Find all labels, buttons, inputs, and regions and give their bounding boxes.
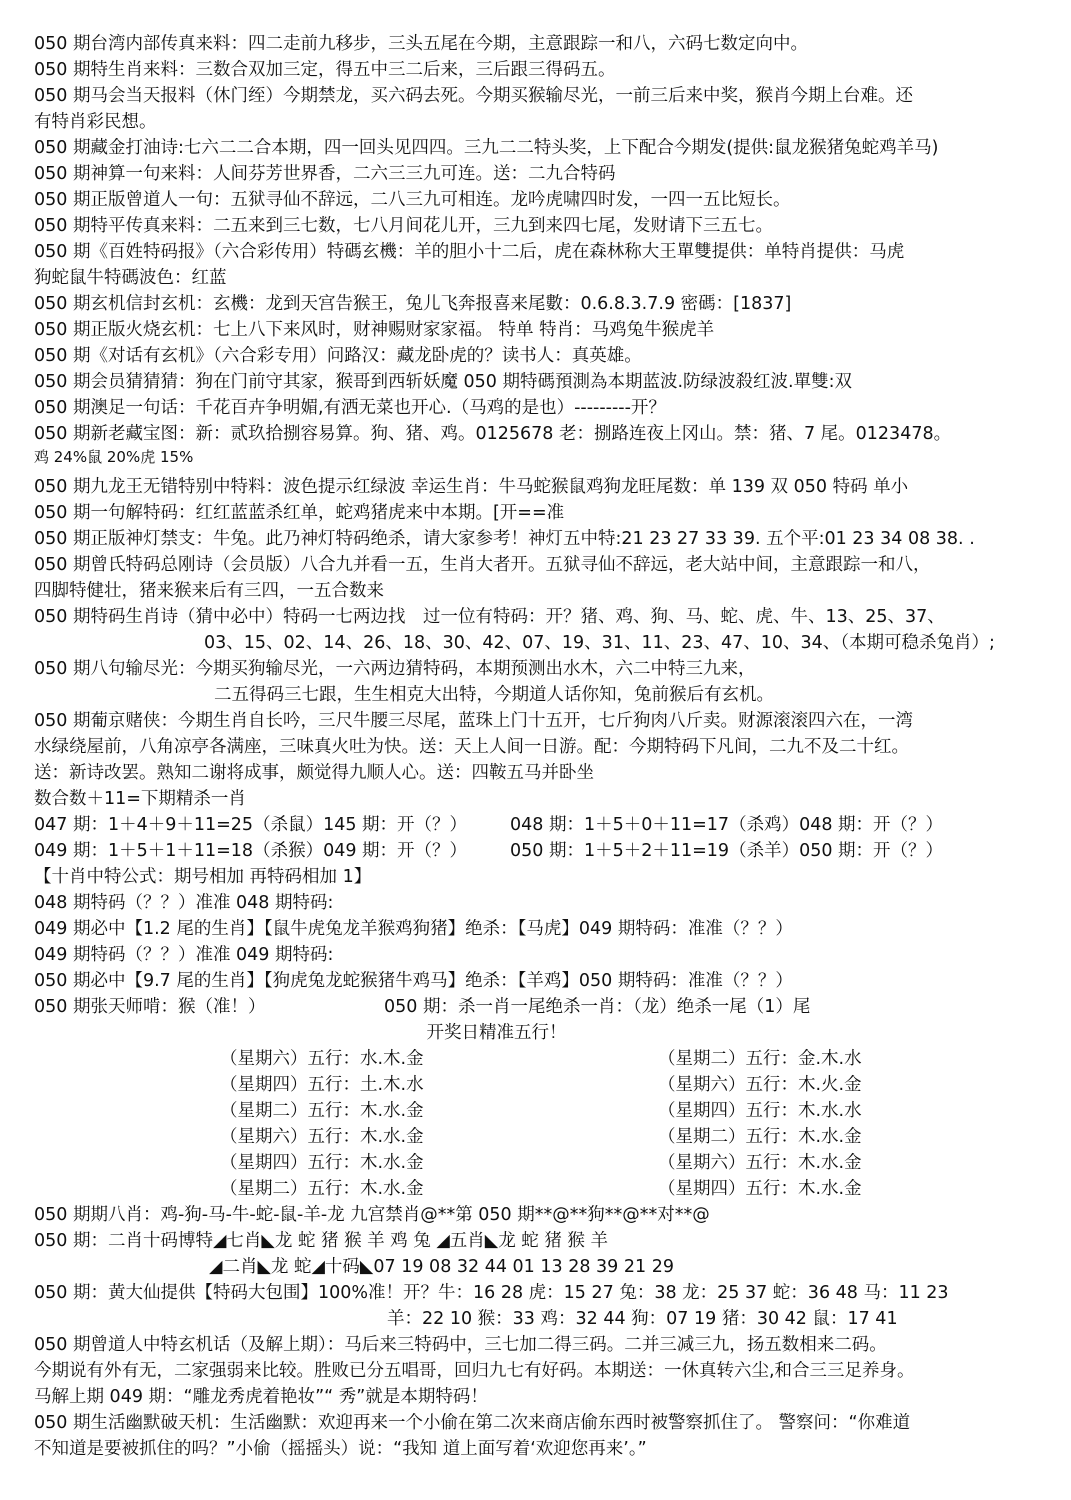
text-line: 050 期玄机信封玄机：玄機：龙到天宫告猴王，兔儿飞奔报喜来尾數：0.6.8.3.7.9 密碼：[1837] <box>34 294 792 314</box>
text-line: 050 期八句输尽光：今期买狗输尽光，一六两边猜特码，本期预测出水木，六二中特三九来， <box>34 659 756 679</box>
text-line: 050 期特平传真来料：二五来到三七数，七八月间花儿开，三九到来四七尾，发财请下三五七。 <box>34 216 773 236</box>
wuxing-cell: （星期四）五行：木.水.金 <box>658 1179 862 1199</box>
wuxing-cell: （星期二）五行：金.木.水 <box>658 1049 862 1069</box>
document-body <box>34 31 1059 1462</box>
text-line: 050 期九龙王无错特别中特料：波色提示红绿波 幸运生肖：牛马蛇猴鼠鸡狗龙旺尾数：单 139 双 050 特码 单小 <box>34 477 909 497</box>
text-line: 050 期台湾内部传真来料：四二走前九移步，三头五尾在今期，主意跟踪一和八，六码七数定向中。 <box>34 34 808 54</box>
text-line: 050 期：黄大仙提供【特码大包围】100%准！开？牛：16 28 虎：15 27 兔：38 龙：25 37 蛇：36 48 马：11 23 <box>34 1283 949 1303</box>
text-line: 050 期一句解特码：红红蓝蓝杀红单，蛇鸡猪虎来中本期。[开==准 <box>34 503 565 523</box>
wuxing-cell: （星期二）五行：木.水.金 <box>220 1179 424 1199</box>
percent-line: 鸡 24%鼠 20%虎 15% <box>34 448 194 466</box>
wuxing-section <box>34 1020 1059 1202</box>
ten-code-line: ◢二肖◣龙 蛇◢十码◣07 19 08 32 44 01 13 28 39 21 29 <box>209 1257 674 1277</box>
text-line: 【十肖中特公式：期号相加 再特码相加 1】 <box>34 867 372 887</box>
wuxing-cell: （星期四）五行：土.木.水 <box>220 1075 424 1095</box>
text-line: 有特肖彩民想。 <box>34 112 157 132</box>
text-line: 049 期特码（？？）准准 049 期特码: <box>34 945 334 965</box>
wuxing-cell: （星期六）五行：水.木.金 <box>220 1049 424 1069</box>
formula-section <box>34 786 1059 864</box>
text-line: 马解上期 049 期：“雕龙秀虎着艳妆”“ 秀”就是本期特码！ <box>34 1387 488 1407</box>
text-line: 050 期期八肖：鸡-狗-马-牛-蛇-鼠-羊-龙 九宫禁肖@**第 050 期**@**狗**@**对**@ <box>34 1205 710 1225</box>
text-line: 050 期藏金打油诗:七六二二合本期，四一回头见四四。三九二二特头奖，上下配合今期发(提供:鼠龙猴猪兔蛇鸡羊马) <box>34 138 939 158</box>
text-line: 050 期必中【9.7 尾的生肖】【狗虎兔龙蛇猴猪牛鸡马】绝杀：【羊鸡】050 期特码：准准（？？） <box>34 971 793 991</box>
text-line: 二五得码三七跟，生生相克大出特，今期道人话你知，兔前猴后有玄机。 <box>214 685 774 705</box>
wuxing-cell: （星期四）五行：木.水.水 <box>658 1101 862 1121</box>
wuxing-cell: （星期四）五行：木.水.金 <box>220 1153 424 1173</box>
text-line: 050 期正版曾道人一句：五狱寻仙不辞远，二八三九可相连。龙吟虎啸四时发，一四一五比短长。 <box>34 190 791 210</box>
text-line: 050 期葡京赌侠：今期生肖自长吟，三尺牛腰三尽尾，蓝珠上门十五开，七斤狗肉八斤卖。财源滚滚四六在，一湾 <box>34 711 913 731</box>
text-line: 050 期生活幽默破天机：生活幽默：欢迎再来一个小偷在第二次来商店偷东西时被警察抓住了。 警察问：“你难道 <box>34 1413 911 1433</box>
top-section <box>34 31 1059 468</box>
wuxing-cell: （星期二）五行：木.水.金 <box>658 1127 862 1147</box>
wuxing-row <box>34 1176 1059 1202</box>
text-line: 四脚特健壮，猪来猴来后有三四，一五合数来 <box>34 581 384 601</box>
numbers-line: 03、15、02、14、26、18、30、42、07、19、31、11、23、47、10、34、（本期可稳杀兔肖）; <box>204 633 995 653</box>
text-line: 送：新诗改罢。熟知二谢将成事，颇觉得九顺人心。送：四鞍五马并卧坐 <box>34 763 594 783</box>
wuxing-row <box>34 1072 1059 1098</box>
formula-cell: 049 期：1＋5＋1＋11=18（杀猴）049 期：开（？） <box>34 841 468 861</box>
formula-cell: 047 期：1＋4＋9＋11=25（杀鼠）145 期：开（？） <box>34 815 468 835</box>
text-line: 050 期曾道人中特玄机话（及解上期）：马后来三特码中，三七加二得三码。二并三减三九，扬五数相来二码。 <box>34 1335 887 1355</box>
wuxing-cell: （星期六）五行：木.水.金 <box>658 1153 862 1173</box>
text-line: 049 期必中【1.2 尾的生肖】【鼠牛虎兔龙羊猴鸡狗猪】绝杀：【马虎】049 期特码：准准（？？） <box>34 919 793 939</box>
text-line: 050 期澳足一句话：千花百卉争明媚,有洒无菜也开心.（马鸡的是也）---------开？ <box>34 398 666 418</box>
text-line: 水绿绕屋前，八角凉亭各满座，三味真火吐为快。送：天上人间一日游。配：今期特码下凡间，二九不及二十红。 <box>34 737 909 757</box>
text-line: 今期说有外有无，二家强弱来比较。胜败已分五唱哥，回归九七有好码。本期送：一休真转六尘,和合三三足养身。 <box>34 1361 915 1381</box>
zhang-right: 050 期：杀一肖一尾绝杀一肖：（龙）绝杀一尾（1）尾 <box>384 997 811 1017</box>
text-line: 050 期曾氏特码总刚诗（会员版）八合九并看一五，生肖大者开。五狱寻仙不辞远，老大站中间，主意跟踪一和八， <box>34 555 931 575</box>
text-line: 050 期正版神灯禁支：牛兔。此乃神灯特码绝杀，请大家参考！神灯五中特:21 23 27 33 39. 五个平:01 23 34 08 38. . <box>34 529 975 549</box>
text-line: 狗蛇鼠牛特碼波色：红蓝 <box>34 268 227 288</box>
mid-section <box>34 474 1059 786</box>
zodiac-section <box>34 864 1059 1020</box>
text-line: 050 期《百姓特码报》（六合彩传用）特碼玄機：羊的胆小十二后，虎在森林称大王單雙提供：单特肖提供：马虎 <box>34 242 905 262</box>
formula-row <box>34 812 1059 838</box>
text-line: 050 期神算一句来料：人间芬芳世界香，二六三三九可连。送：二九合特码 <box>34 164 616 184</box>
text-line: 不知道是要被抓住的吗？”小偷（摇摇头）说：“我知 道上面写着‘欢迎您再来’。” <box>34 1439 647 1459</box>
text-line: 050 期《对话有玄机》（六合彩专用）问路汉：藏龙卧虎的？读书人：真英雄。 <box>34 346 642 366</box>
zhang-left: 050 期张天师啃：猴（准！） <box>34 997 266 1017</box>
wuxing-row <box>34 1098 1059 1124</box>
text-line: 050 期特生肖来料：三数合双加三定，得五中三二后来，三后跟三得码五。 <box>34 60 616 80</box>
wuxing-cell: （星期六）五行：木.火.金 <box>658 1075 862 1095</box>
text-line: 羊：22 10 猴：33 鸡：32 44 狗：07 19 猪：30 42 鼠：17 41 <box>387 1309 898 1329</box>
formula-cell: 050 期：1＋5＋2＋11=19（杀羊）050 期：开（？） <box>510 841 944 861</box>
wuxing-cell: （星期二）五行：木.水.金 <box>220 1101 424 1121</box>
wuxing-cell: （星期六）五行：木.水.金 <box>220 1127 424 1147</box>
wuxing-row <box>34 1150 1059 1176</box>
bottom-section <box>34 1202 1059 1462</box>
formula-cell: 048 期：1＋5＋0＋11=17（杀鸡）048 期：开（？） <box>510 815 944 835</box>
formula-title: 数合数＋11=下期精杀一肖 <box>34 789 246 809</box>
text-line: 050 期马会当天报料（休门绖）今期禁龙，买六码去死。今期买猴输尽光，一前三后来中奖，猴肖今期上台难。还 <box>34 86 913 106</box>
text-line: 050 期正版火烧玄机：七上八下来风时，财神赐财家家福。 特单 特肖：马鸡兔牛猴虎羊 <box>34 320 715 340</box>
wuxing-row <box>34 1046 1059 1072</box>
wuxing-row <box>34 1124 1059 1150</box>
text-line: 050 期：二肖十码博特◢七肖◣龙 蛇 猪 猴 羊 鸡 兔 ◢五肖◣龙 蛇 猪 猴 羊 <box>34 1231 608 1251</box>
text-line: 050 期新老藏宝图：新：贰玖拾捌容易算。狗、猪、鸡。0125678 老：捌路连夜上冈山。禁：猪、7 尾。0123478。 <box>34 424 952 444</box>
formula-row <box>34 838 1059 864</box>
wuxing-title: 开奖日精准五行！ <box>426 1023 567 1043</box>
text-line: 050 期特码生肖诗（猜中必中）特码一七两边找 过一位有特码：开？猪、鸡、狗、马、蛇、虎、牛、13、25、37、 <box>34 607 945 627</box>
zhang-row <box>34 994 1059 1020</box>
text-line: 048 期特码（？？）准准 048 期特码: <box>34 893 334 913</box>
text-line: 050 期会员猜猜猜：狗在门前守其家，猴哥到西斩妖魔 050 期特碼預測為本期蓝波.防绿波殺红波.單雙:双 <box>34 372 853 392</box>
